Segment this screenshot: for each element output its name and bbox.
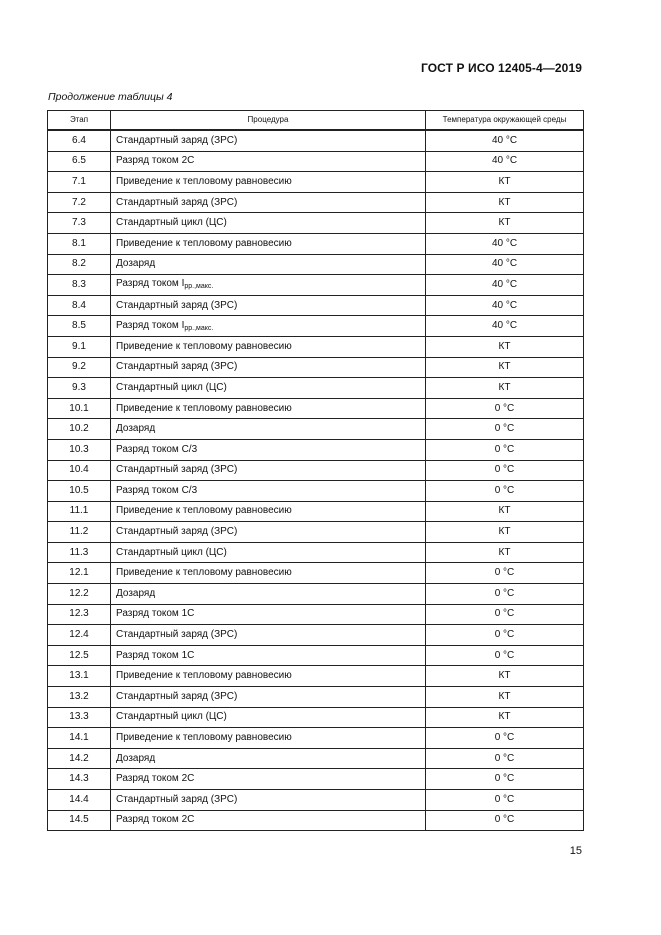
table-row: [48, 728, 584, 749]
table-row: [48, 213, 584, 234]
procedure-cell: Стандартный заряд (ЗРС): [111, 687, 426, 708]
table-row: [48, 151, 584, 172]
table-row: [48, 769, 584, 790]
temperature-cell: 0 °С: [426, 419, 584, 440]
table-row: [48, 295, 584, 316]
table-row: [48, 439, 584, 460]
temperature-cell: 40 °С: [426, 233, 584, 254]
temperature-cell: 0 °С: [426, 769, 584, 790]
stage-cell: 14.4: [48, 790, 111, 811]
temperature-cell: КТ: [426, 707, 584, 728]
table-caption: Продолжение таблицы 4: [48, 91, 173, 103]
procedure-cell: Стандартный цикл (ЦС): [111, 707, 426, 728]
table-row: [48, 275, 584, 296]
stage-cell: 8.3: [48, 275, 111, 296]
stage-cell: 14.1: [48, 728, 111, 749]
table-row: [48, 625, 584, 646]
table-row: [48, 666, 584, 687]
procedure-cell: Стандартный заряд (ЗРС): [111, 130, 426, 151]
stage-cell: 9.1: [48, 336, 111, 357]
procedure-cell: Стандартный цикл (ЦС): [111, 542, 426, 563]
procedure-cell: Разряд током C/3: [111, 439, 426, 460]
procedure-cell: Приведение к тепловому равновесию: [111, 398, 426, 419]
procedure-cell: Разряд током C/3: [111, 481, 426, 502]
procedure-cell: Разряд током 2C: [111, 769, 426, 790]
table-row: [48, 645, 584, 666]
stage-cell: 13.3: [48, 707, 111, 728]
procedure-cell: Стандартный цикл (ЦС): [111, 213, 426, 234]
table-row: [48, 687, 584, 708]
procedure-cell: Разряд током 1C: [111, 645, 426, 666]
stage-cell: 9.2: [48, 357, 111, 378]
stage-cell: 11.1: [48, 501, 111, 522]
stage-cell: 12.2: [48, 584, 111, 605]
procedure-cell: Дозаряд: [111, 419, 426, 440]
procedure-cell: Разряд током 1C: [111, 604, 426, 625]
table-row: [48, 748, 584, 769]
procedure-cell: Приведение к тепловому равновесию: [111, 666, 426, 687]
stage-cell: 14.3: [48, 769, 111, 790]
stage-cell: 11.2: [48, 522, 111, 543]
stage-cell: 7.3: [48, 213, 111, 234]
procedure-table: [47, 110, 584, 831]
stage-cell: 8.5: [48, 316, 111, 337]
table-row: [48, 790, 584, 811]
table-row: [48, 419, 584, 440]
table-row: [48, 336, 584, 357]
table-row: [48, 810, 584, 831]
procedure-cell: Дозаряд: [111, 748, 426, 769]
table-row: [48, 233, 584, 254]
procedure-cell: Стандартный заряд (ЗРС): [111, 790, 426, 811]
temperature-cell: 40 °С: [426, 130, 584, 151]
table-header-row: [48, 111, 584, 131]
table-row: [48, 481, 584, 502]
column-header-stage: Этап: [48, 111, 111, 131]
stage-cell: 9.3: [48, 378, 111, 399]
procedure-cell: Стандартный заряд (ЗРС): [111, 357, 426, 378]
table-row: [48, 130, 584, 151]
temperature-cell: 40 °С: [426, 316, 584, 337]
stage-cell: 12.1: [48, 563, 111, 584]
temperature-cell: 40 °С: [426, 295, 584, 316]
temperature-cell: 40 °С: [426, 151, 584, 172]
procedure-cell: [111, 275, 426, 296]
temperature-cell: 0 °С: [426, 748, 584, 769]
procedure-cell: Приведение к тепловому равновесию: [111, 172, 426, 193]
table-row: [48, 707, 584, 728]
temperature-cell: КТ: [426, 501, 584, 522]
table-row: [48, 501, 584, 522]
stage-cell: 8.1: [48, 233, 111, 254]
stage-cell: 10.1: [48, 398, 111, 419]
procedure-cell: Приведение к тепловому равновесию: [111, 336, 426, 357]
procedure-cell: [111, 316, 426, 337]
procedure-text: Разряд током I: [116, 278, 185, 290]
stage-cell: 14.5: [48, 810, 111, 831]
temperature-cell: 0 °С: [426, 439, 584, 460]
procedure-cell: Стандартный заряд (ЗРС): [111, 625, 426, 646]
stage-cell: 14.2: [48, 748, 111, 769]
temperature-cell: 0 °С: [426, 645, 584, 666]
table-row: [48, 460, 584, 481]
procedure-text: Разряд током I: [116, 319, 185, 331]
temperature-cell: КТ: [426, 666, 584, 687]
temperature-cell: 0 °С: [426, 625, 584, 646]
procedure-cell: Приведение к тепловому равновесию: [111, 233, 426, 254]
table-row: [48, 172, 584, 193]
procedure-cell: Разряд током 2C: [111, 810, 426, 831]
table-row: [48, 316, 584, 337]
table-row: [48, 378, 584, 399]
stage-cell: 13.2: [48, 687, 111, 708]
temperature-cell: 0 °С: [426, 460, 584, 481]
table-row: [48, 522, 584, 543]
table-body: [48, 130, 584, 831]
table-row: [48, 357, 584, 378]
procedure-cell: Стандартный заряд (ЗРС): [111, 522, 426, 543]
procedure-cell: Дозаряд: [111, 584, 426, 605]
temperature-cell: 0 °С: [426, 790, 584, 811]
temperature-cell: 0 °С: [426, 604, 584, 625]
temperature-cell: КТ: [426, 357, 584, 378]
temperature-cell: КТ: [426, 687, 584, 708]
stage-cell: 12.4: [48, 625, 111, 646]
stage-cell: 8.4: [48, 295, 111, 316]
temperature-cell: КТ: [426, 542, 584, 563]
table-row: [48, 584, 584, 605]
temperature-cell: КТ: [426, 378, 584, 399]
stage-cell: 11.3: [48, 542, 111, 563]
temperature-cell: 0 °С: [426, 563, 584, 584]
procedure-cell: Стандартный цикл (ЦС): [111, 378, 426, 399]
procedure-cell: Приведение к тепловому равновесию: [111, 728, 426, 749]
temperature-cell: 0 °С: [426, 728, 584, 749]
procedure-subscript: рр.,макс.: [184, 283, 214, 291]
stage-cell: 7.1: [48, 172, 111, 193]
stage-cell: 10.3: [48, 439, 111, 460]
stage-cell: 7.2: [48, 192, 111, 213]
stage-cell: 12.3: [48, 604, 111, 625]
table-row: [48, 254, 584, 275]
temperature-cell: КТ: [426, 336, 584, 357]
temperature-cell: 0 °С: [426, 810, 584, 831]
stage-cell: 6.5: [48, 151, 111, 172]
table-row: [48, 192, 584, 213]
table-row: [48, 542, 584, 563]
temperature-cell: 0 °С: [426, 398, 584, 419]
procedure-cell: Стандартный заряд (ЗРС): [111, 192, 426, 213]
temperature-cell: КТ: [426, 522, 584, 543]
stage-cell: 10.2: [48, 419, 111, 440]
temperature-cell: 40 °С: [426, 275, 584, 296]
temperature-cell: 0 °С: [426, 481, 584, 502]
stage-cell: 10.4: [48, 460, 111, 481]
temperature-cell: 0 °С: [426, 584, 584, 605]
document-standard-header: ГОСТ Р ИСО 12405-4—2019: [420, 61, 582, 75]
table-row: [48, 398, 584, 419]
stage-cell: 10.5: [48, 481, 111, 502]
stage-cell: 13.1: [48, 666, 111, 687]
stage-cell: 8.2: [48, 254, 111, 275]
stage-cell: 12.5: [48, 645, 111, 666]
temperature-cell: КТ: [426, 213, 584, 234]
column-header-procedure: Процедура: [111, 111, 426, 131]
procedure-cell: Стандартный заряд (ЗРС): [111, 460, 426, 481]
temperature-cell: 40 °С: [426, 254, 584, 275]
procedure-cell: Дозаряд: [111, 254, 426, 275]
column-header-temperature: Температура окружающей среды: [426, 111, 584, 131]
procedure-cell: Стандартный заряд (ЗРС): [111, 295, 426, 316]
temperature-cell: КТ: [426, 172, 584, 193]
procedure-cell: Разряд током 2C: [111, 151, 426, 172]
page-number: 15: [569, 845, 582, 857]
procedure-cell: Приведение к тепловому равновесию: [111, 563, 426, 584]
stage-cell: 6.4: [48, 130, 111, 151]
temperature-cell: КТ: [426, 192, 584, 213]
procedure-subscript: рр.,макс.: [184, 324, 214, 332]
procedure-cell: Приведение к тепловому равновесию: [111, 501, 426, 522]
table-row: [48, 563, 584, 584]
table-row: [48, 604, 584, 625]
